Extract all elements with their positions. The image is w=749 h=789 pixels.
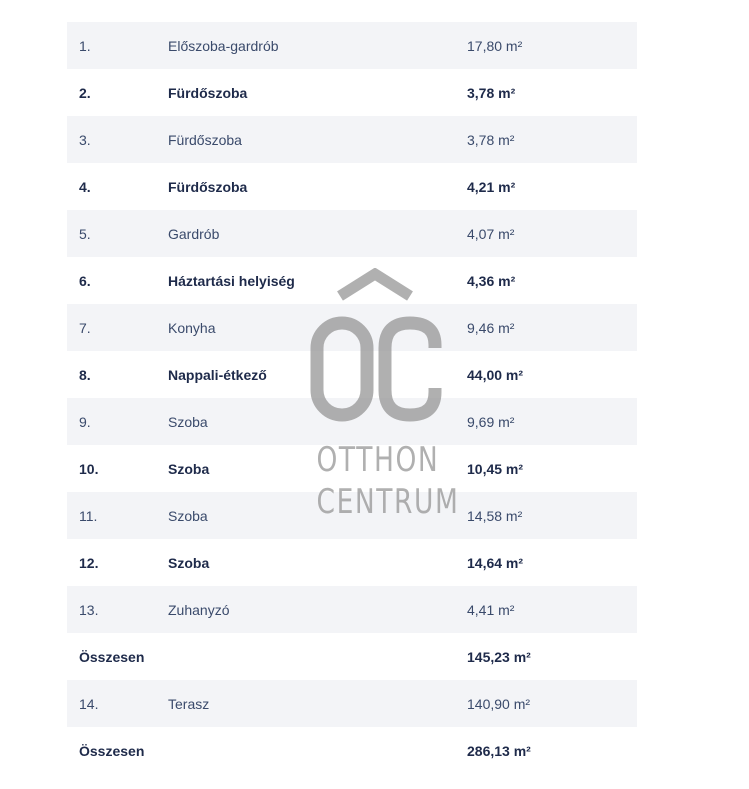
- room-number-cell: 2.: [67, 69, 168, 116]
- room-name-cell: [168, 633, 467, 680]
- table-row: [67, 210, 637, 257]
- room-area-cell: 9,46 m²: [467, 304, 637, 351]
- room-area-cell: 14,58 m²: [467, 492, 637, 539]
- room-number-cell: 7.: [67, 304, 168, 351]
- room-name-cell: Fürdőszoba: [168, 116, 467, 163]
- room-area-cell: 14,64 m²: [467, 539, 637, 586]
- room-number-cell: 5.: [67, 210, 168, 257]
- room-number-cell: 1.: [67, 22, 168, 69]
- table-row: [67, 304, 637, 351]
- room-area-cell: 145,23 m²: [467, 633, 637, 680]
- room-area-cell: 9,69 m²: [467, 398, 637, 445]
- room-number-cell: 3.: [67, 116, 168, 163]
- table-row: [67, 539, 637, 586]
- room-name-cell: Háztartási helyiség: [168, 257, 467, 304]
- room-area-cell: 44,00 m²: [467, 351, 637, 398]
- room-area-cell: 140,90 m²: [467, 680, 637, 727]
- table-row: [67, 492, 637, 539]
- room-area-cell: 4,07 m²: [467, 210, 637, 257]
- room-name-cell: [168, 727, 467, 774]
- table-row: [67, 727, 637, 774]
- room-number-cell: Összesen: [67, 727, 168, 774]
- room-area-cell: 17,80 m²: [467, 22, 637, 69]
- room-number-cell: 4.: [67, 163, 168, 210]
- table-row: [67, 163, 637, 210]
- room-name-cell: Zuhanyzó: [168, 586, 467, 633]
- room-area-cell: 10,45 m²: [467, 445, 637, 492]
- table-row: [67, 69, 637, 116]
- table-row: [67, 680, 637, 727]
- room-number-cell: 6.: [67, 257, 168, 304]
- table-row: [67, 257, 637, 304]
- room-area-cell: 3,78 m²: [467, 69, 637, 116]
- room-name-cell: Konyha: [168, 304, 467, 351]
- room-name-cell: Szoba: [168, 539, 467, 586]
- room-number-cell: Összesen: [67, 633, 168, 680]
- room-name-cell: Szoba: [168, 398, 467, 445]
- room-area-cell: 4,36 m²: [467, 257, 637, 304]
- room-number-cell: 13.: [67, 586, 168, 633]
- table-row: [67, 445, 637, 492]
- room-number-cell: 9.: [67, 398, 168, 445]
- watermark-line-otthon: OTTHON: [316, 440, 440, 480]
- table-row: [67, 116, 637, 163]
- room-name-cell: Gardrób: [168, 210, 467, 257]
- room-name-cell: Terasz: [168, 680, 467, 727]
- room-number-cell: 8.: [67, 351, 168, 398]
- room-area-cell: 286,13 m²: [467, 727, 637, 774]
- table-row: [67, 398, 637, 445]
- table-row: [67, 586, 637, 633]
- room-number-cell: 12.: [67, 539, 168, 586]
- room-name-cell: Nappali-étkező: [168, 351, 467, 398]
- room-number-cell: 10.: [67, 445, 168, 492]
- room-area-cell: 4,41 m²: [467, 586, 637, 633]
- room-name-cell: Fürdőszoba: [168, 163, 467, 210]
- room-area-cell: 3,78 m²: [467, 116, 637, 163]
- table-row: [67, 22, 637, 69]
- room-name-cell: Szoba: [168, 445, 467, 492]
- room-name-cell: Fürdőszoba: [168, 69, 467, 116]
- room-area-table: [67, 22, 637, 774]
- room-area-table-body: [67, 22, 637, 774]
- table-row: [67, 633, 637, 680]
- watermark-line-centrum: CENTRUM: [316, 482, 460, 522]
- room-number-cell: 14.: [67, 680, 168, 727]
- table-row: [67, 351, 637, 398]
- room-name-cell: Előszoba-gardrób: [168, 22, 467, 69]
- room-area-cell: 4,21 m²: [467, 163, 637, 210]
- room-name-cell: Szoba: [168, 492, 467, 539]
- room-number-cell: 11.: [67, 492, 168, 539]
